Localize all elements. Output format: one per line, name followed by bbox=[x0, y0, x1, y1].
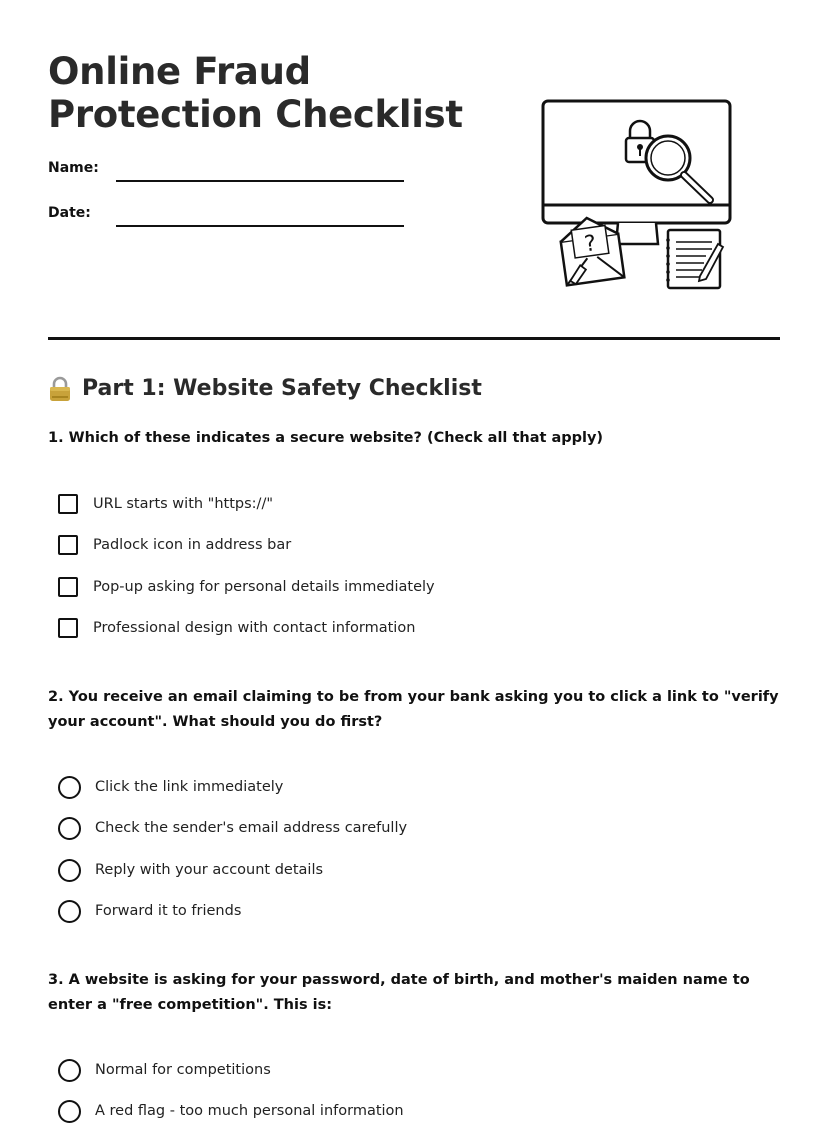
option-label: A red flag - too much personal information bbox=[95, 1103, 404, 1119]
option-label: Forward it to friends bbox=[95, 903, 242, 919]
option-label: Click the link immediately bbox=[95, 779, 284, 795]
radio-button[interactable] bbox=[58, 817, 81, 840]
radio-button[interactable] bbox=[58, 1100, 81, 1123]
section-divider bbox=[48, 337, 780, 340]
option-label: Check the sender's email address carefully bbox=[95, 820, 408, 836]
date-field[interactable] bbox=[116, 225, 404, 227]
option-radio[interactable] bbox=[58, 816, 407, 840]
option-label: Professional design with contact information bbox=[93, 620, 416, 636]
checkbox[interactable] bbox=[58, 535, 78, 555]
svg-text:?: ? bbox=[582, 231, 598, 258]
option-checkbox[interactable] bbox=[58, 616, 415, 640]
radio-button[interactable] bbox=[58, 1059, 81, 1082]
question-2: 2. You receive an email claiming to be from your bank asking you to click a link to "verify your account". What should you do first? bbox=[48, 689, 779, 730]
checkbox[interactable] bbox=[58, 618, 78, 638]
date-label: Date: bbox=[48, 205, 91, 221]
computer-security-illustration-icon bbox=[540, 98, 736, 294]
padlock-icon bbox=[48, 376, 72, 402]
checkbox[interactable] bbox=[58, 494, 78, 514]
radio-button[interactable] bbox=[58, 859, 81, 882]
section-heading-part1 bbox=[48, 373, 482, 405]
name-label: Name: bbox=[48, 160, 99, 176]
option-label: Reply with your account details bbox=[95, 862, 324, 878]
option-label: URL starts with "https://" bbox=[93, 496, 273, 512]
option-label: Padlock icon in address bar bbox=[93, 537, 292, 553]
option-label: Pop-up asking for personal details immediately bbox=[93, 579, 435, 595]
option-radio[interactable] bbox=[58, 775, 283, 799]
checkbox[interactable] bbox=[58, 577, 78, 597]
option-checkbox[interactable] bbox=[58, 533, 291, 557]
radio-button[interactable] bbox=[58, 900, 81, 923]
option-radio[interactable] bbox=[58, 1058, 271, 1082]
question-3: 3. A website is asking for your password, date of birth, and mother's maiden name to enter a "free competition". This is: bbox=[48, 972, 750, 1013]
option-radio[interactable] bbox=[58, 899, 241, 923]
page-title: Online Fraud Protection Checklist bbox=[48, 50, 463, 136]
option-radio[interactable] bbox=[58, 1099, 404, 1123]
option-radio[interactable] bbox=[58, 858, 323, 882]
option-checkbox[interactable] bbox=[58, 492, 273, 516]
option-checkbox[interactable] bbox=[58, 575, 435, 599]
name-field[interactable] bbox=[116, 180, 404, 182]
section-heading-label: Part 1: Website Safety Checklist bbox=[82, 376, 482, 401]
radio-button[interactable] bbox=[58, 776, 81, 799]
option-label: Normal for competitions bbox=[95, 1062, 271, 1078]
question-1: 1. Which of these indicates a secure website? (Check all that apply) bbox=[48, 430, 604, 446]
